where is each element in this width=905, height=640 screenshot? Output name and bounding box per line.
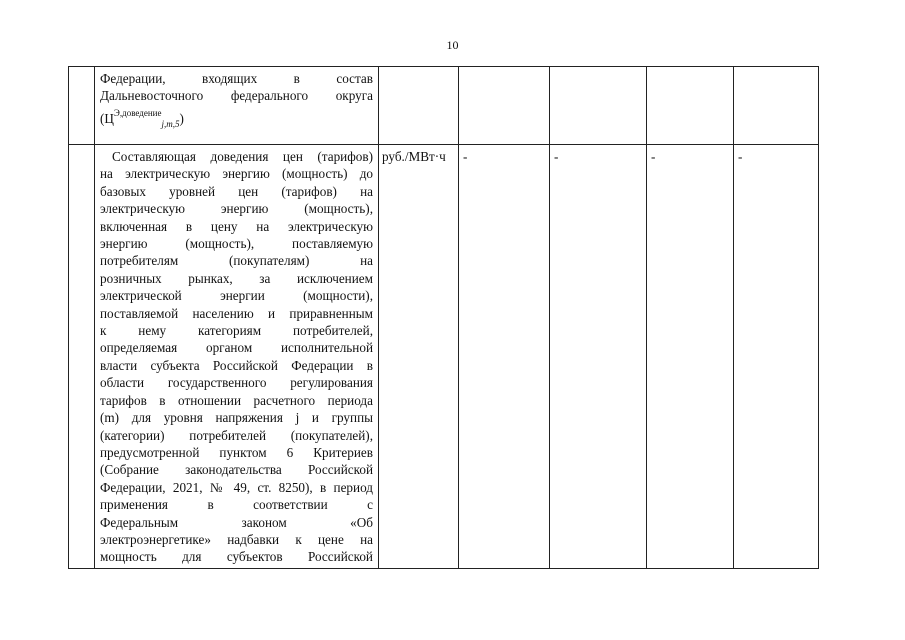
page-number: 10 [446,38,459,52]
table-row [69,67,819,145]
description-line: тарифов в отношении расчетного периода [100,392,373,408]
description-line: Составляющая доведения цен (тарифов) [112,149,373,164]
row-number-cell [69,145,95,569]
description-line: мощность для субъектов Российской [100,549,373,565]
description-line: электроэнергетике» надбавки к цене на [100,531,373,547]
symbol-superscript: Э,доведение [113,107,162,118]
description-line: (Собрание законодательства Российской [100,462,373,478]
value-cell [734,67,819,145]
tariff-table [68,66,819,569]
description-line: Федерации, входящих в состав [100,71,373,86]
row-number-cell [69,67,95,145]
unit-cell: руб./МВт·ч [379,145,459,569]
description-line: области государственного регулирования [100,375,373,391]
value-cell [550,67,647,145]
description-line: определяемая органом исполнительной [100,340,373,356]
unit-cell [379,67,459,145]
description-line: энергию (мощность), поставляемую [100,236,373,252]
table-row [69,145,819,569]
description-line: розничных рынках, за исключением [100,270,373,286]
description-line: предусмотренной пунктом 6 Критериев [100,444,373,460]
description-line: базовых уровней цен (тарифов) на [100,183,373,199]
description-line: электрической энергии (мощности), [100,288,373,304]
description-cell [95,145,379,569]
value-cell: - [459,145,550,569]
description-line: применения в соответствии с [100,497,373,513]
indicator-symbol [100,105,373,133]
symbol-open: (Ц [100,110,114,126]
description-line: (категории) потребителей (покупателей), [100,427,373,443]
description-line: Федеральным законом «Об [100,514,373,530]
value-cell: - [647,145,734,569]
description-line: поставляемой населению и приравненным [100,305,373,321]
symbol-close: ) [179,110,184,126]
description-line: электрическую энергию (мощность), [100,201,373,217]
description-line: (m) для уровня напряжения j и группы [100,410,373,426]
symbol-subscript: j,m,5 [161,118,180,129]
value-cell [647,67,734,145]
value-cell [459,67,550,145]
description-line: потребителям (покупателям) на [100,253,373,269]
description-cell [95,67,379,145]
description-line: на электрическую энергию (мощность) до [100,166,373,182]
description-line: к нему категориям потребителей, [100,323,373,339]
value-cell: - [734,145,819,569]
description-line: включенная в цену на электрическую [100,218,373,234]
value-cell: - [550,145,647,569]
description-line: Дальневосточного федерального округа [100,88,373,104]
description-line: власти субъекта Российской Федерации в [100,357,373,373]
description-line: Федерации, 2021, № 49, ст. 8250), в период [100,479,373,495]
